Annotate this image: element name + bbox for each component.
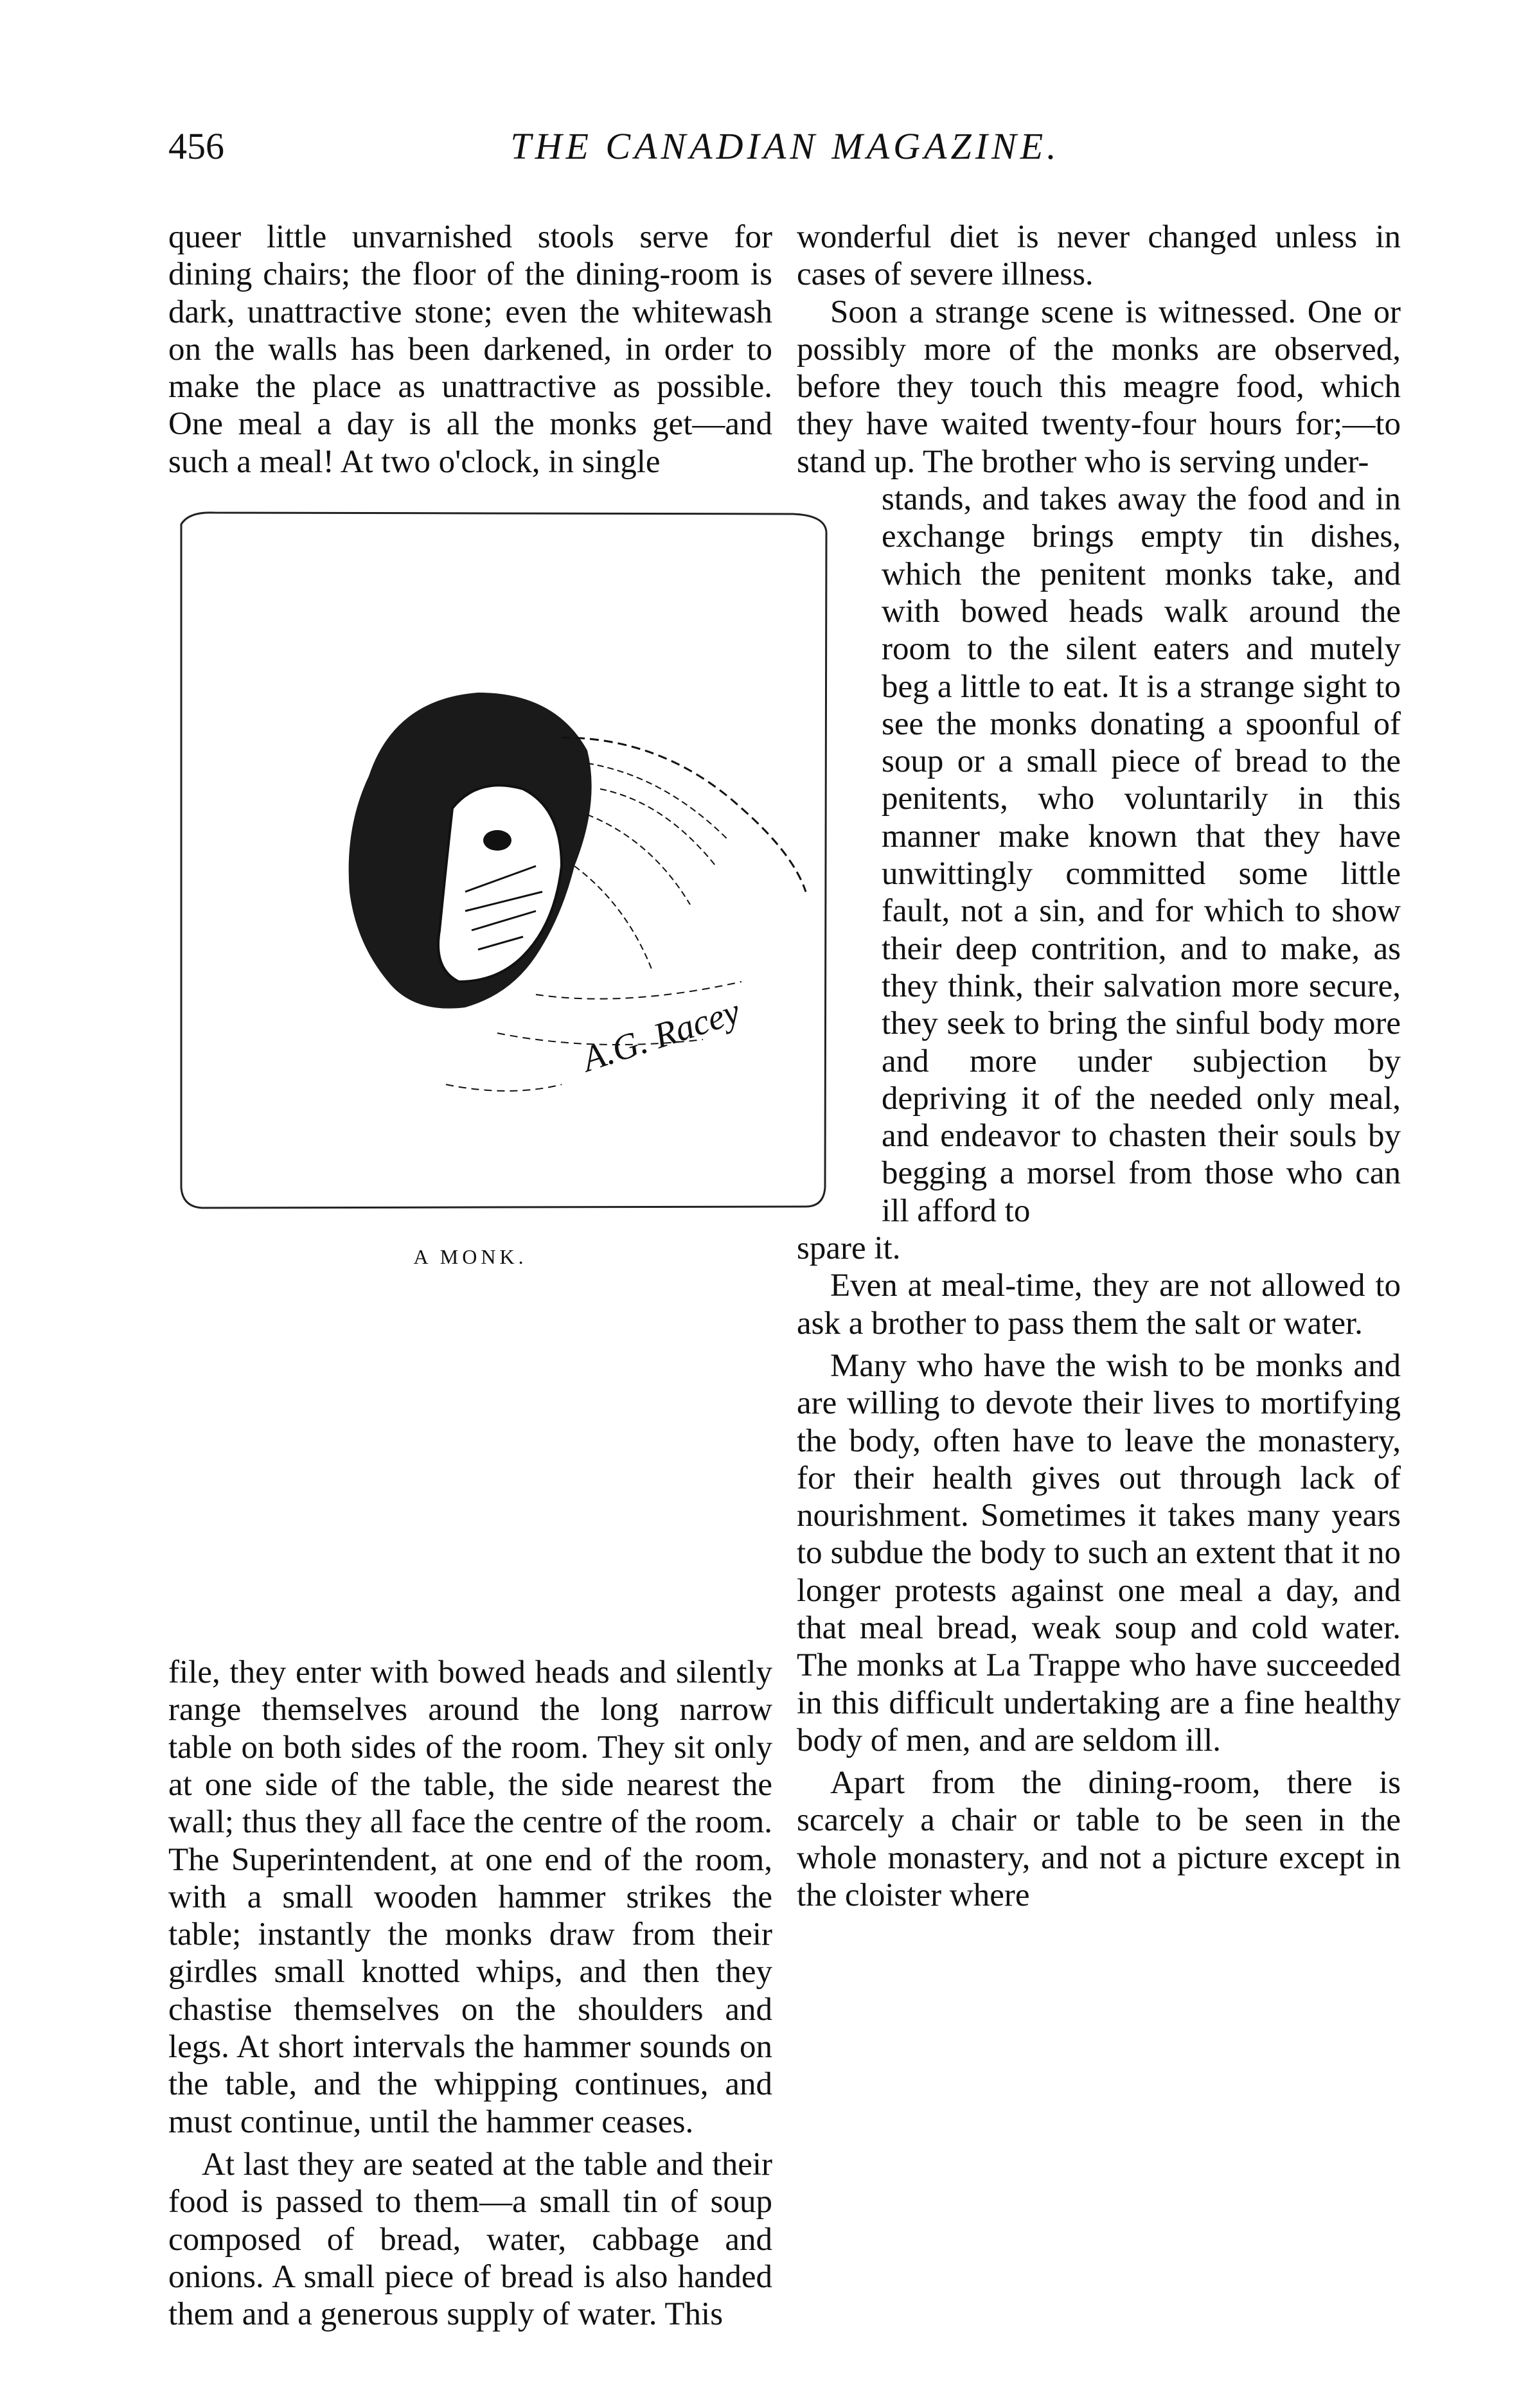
monk-hood	[562, 738, 806, 892]
right-paragraph-3: Even at meal-time, they are not allowed to ask a brother to pass them the salt or water.	[797, 1268, 1401, 1341]
left-paragraph-2: file, they enter with bowed heads and silently range themselves around the long narrow table on both sides of the room. They sit only at one side of the table, the side nearest the wall; thus they all face the centre of the room. The Superintendent, at one end of the room, with a small wooden hammer strikes the table; instantly the monks draw from their girdles small knotted whips, and then they chastise themselves on the shoulders and legs. At short intervals the hammer sounds on the table, and the whipping continues, and must continue, until the hammer ceases.	[168, 1654, 772, 2140]
hood-hatching	[574, 763, 729, 969]
monk-face	[438, 785, 562, 982]
monk-eye	[483, 830, 511, 851]
right-column	[797, 218, 1401, 1914]
right-paragraph-4: Many who have the wish to be monks and are willing to devote their lives to mortifying the body, often have to leave the monastery, for their health gives out through lack of nourishment. Sometimes it takes many years to subdue the body to such an extent that it no longer protests against one meal a day, and that meal bread, weak soup and cold water. The monks at La Trappe who have succeeded in this difficult undertaking are a fine healthy body of men, and are seldom ill.	[797, 1347, 1401, 1758]
figure-caption: A MONK.	[413, 1245, 528, 1269]
artist-signature: A.G. Racey	[577, 991, 745, 1080]
page-number: 456	[168, 125, 224, 167]
running-title: THE CANADIAN MAGAZINE.	[510, 125, 1060, 167]
left-paragraph-1: queer little unvarnished stools serve for dining chairs; the floor of the dining-room is dark, unattractive stone; even the whitewash on the walls has been darkened, in order to make the place as unattractive as possible. One meal a day is all the monks get—and such a meal! At two o'clock, in single	[168, 219, 772, 480]
right-paragraph-1: wonderful diet is never changed unless in cases of severe illness.	[797, 219, 1401, 293]
monk-illustration	[176, 506, 834, 1218]
left-column	[168, 218, 772, 2333]
right-paragraph-2a: Soon a strange scene is witnessed. One or possibly more of the monks are observed, before they touch this meagre food, which they have waited twenty-four hours for;—to stand up. The brother who is serving under-	[797, 294, 1401, 480]
page-header	[168, 120, 1402, 179]
right-paragraph-5: Apart from the dining-room, there is scarcely a chair or table to be seen in the whole monastery, and not a picture except in the cloister where	[797, 1765, 1401, 1914]
right-paragraph-2b: stands, and takes away the food and in exchange brings empty tin dishes, which the penitent monks take, and with bowed heads walk around the room to the silent eaters and mutely beg a little to eat. It is a strange sight to see the monks donating a spoonful of soup or a small piece of bread to the penitents, who voluntarily in this manner make known that they have unwittingly committed some little fault, not a sin, and for which to show their deep contrition, and to make, as they think, their salvation more secure, they seek to bring the sinful body more and more under subjection by depriving it of the needed only meal, and endeavor to chasten their souls by begging a morsel from those who can ill afford to	[882, 481, 1401, 1229]
left-paragraph-3: At last they are seated at the table and their food is passed to them—a small tin of soup composed of bread, water, cabbage and onions. A small piece of bread is also handed them and a generous supply of water. This	[168, 2146, 772, 2333]
figure	[168, 500, 772, 1654]
right-paragraph-2c: spare it.	[797, 1230, 901, 1267]
